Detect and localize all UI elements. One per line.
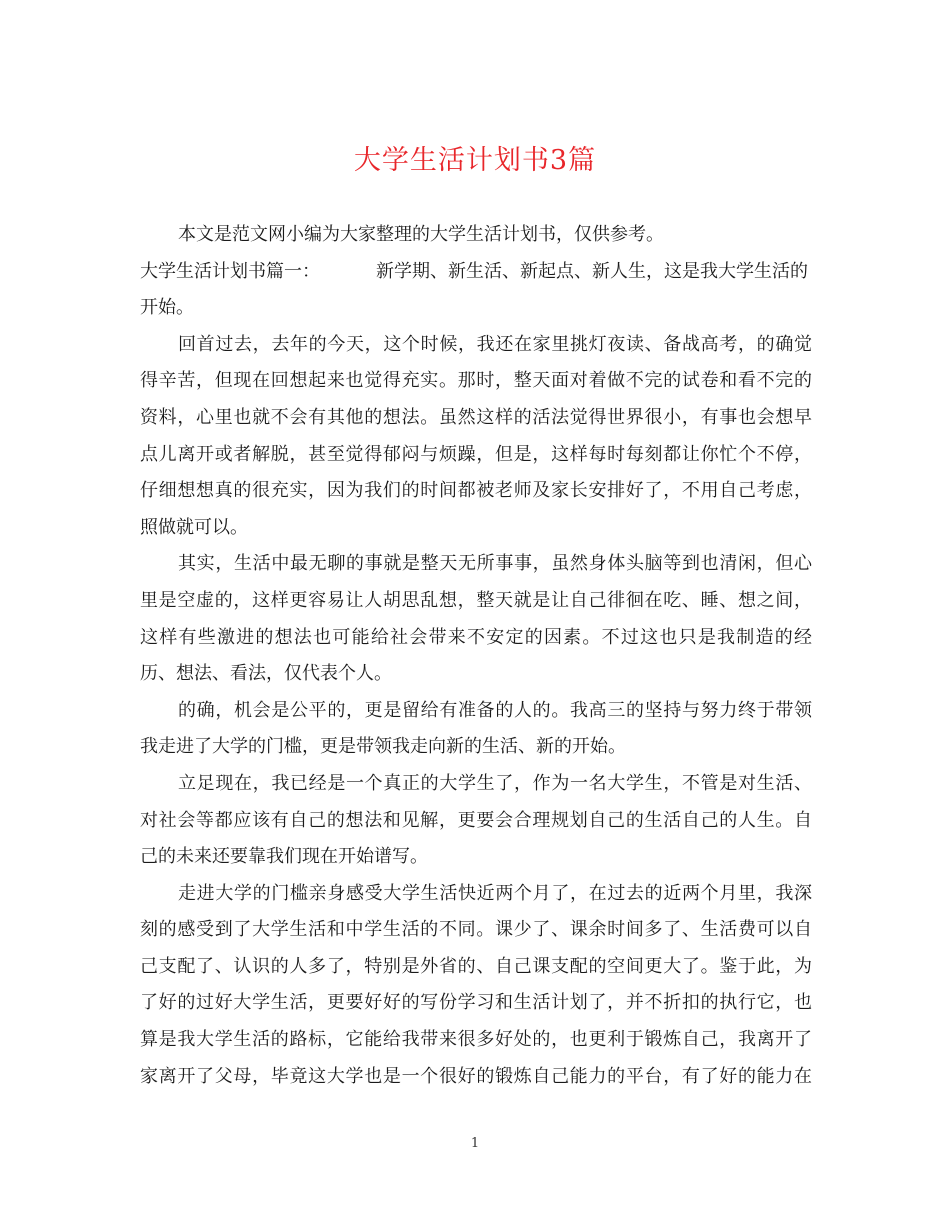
- paragraph-line: 回首过去，去年的今天，这个时候，我还在家里挑灯夜读、备战高考，的确觉: [178, 333, 812, 355]
- paragraph-line: 刻的感受到了大学生活和中学生活的不同。课少了、课余时间多了、生活费可以自: [140, 919, 812, 941]
- intro-line: 本文是范文网小编为大家整理的大学生活计划书，仅供参考。: [178, 224, 664, 245]
- paragraph-line: 己的未来还要靠我们现在开始谱写。: [140, 846, 428, 868]
- paragraph-line: 照做就可以。: [140, 516, 248, 538]
- section-first-line: 新学期、新生活、新起点、新人生，这是我大学生活的: [376, 260, 808, 282]
- paragraph-line: 资料，心里也就不会有其他的想法。虽然这样的活法觉得世界很小，有事也会想早: [140, 406, 812, 428]
- section-heading: 大学生活计划书篇一：: [140, 260, 320, 282]
- paragraph-line: 得辛苦，但现在回想起来也觉得充实。那时，整天面对着做不完的试卷和看不完的: [140, 370, 812, 392]
- paragraph-line: 里是空虚的，这样更容易让人胡思乱想，整天就是让自己徘徊在吃、睡、想之间，: [140, 589, 812, 611]
- section-heading-line: [140, 254, 812, 291]
- paragraph-line: 走进大学的门槛亲身感受大学生活快近两个月了，在过去的近两个月里，我深: [178, 882, 812, 904]
- paragraph-line: 仔细想想真的很充实，因为我们的时间都被老师及家长安排好了，不用自己考虑，: [140, 480, 812, 502]
- paragraph-line: 家离开了父母，毕竟这大学也是一个很好的锻炼自己能力的平台，有了好的能力在: [140, 1065, 812, 1087]
- paragraph-line: 历、想法、看法，仅代表个人。: [140, 663, 392, 685]
- paragraph-line: 对社会等都应该有自己的想法和见解，更要会合理规划自己的生活自己的人生。自: [140, 809, 812, 831]
- section-first-line-cont: 开始。: [140, 297, 194, 319]
- document-title: 大学生活计划书3篇: [353, 145, 597, 176]
- paragraph-line: 的确，机会是公平的，更是留给有准备的人的。我高三的坚持与努力终于带领: [178, 699, 812, 721]
- paragraph-line: 我走进了大学的门槛，更是带领我走向新的生活、新的开始。: [140, 736, 626, 758]
- paragraph-line: 这样有些激进的想法也可能给社会带来不安定的因素。不过这也只是我制造的经: [140, 626, 812, 648]
- paragraph-line: 其实，生活中最无聊的事就是整天无所事事，虽然身体头脑等到也清闲，但心: [178, 553, 812, 575]
- paragraph-line: 点儿离开或者解脱，甚至觉得郁闷与烦躁，但是，这样每时每刻都让你忙个不停，: [140, 443, 812, 465]
- page-number: 1: [470, 1136, 480, 1151]
- paragraph-line: 算是我大学生活的路标，它能给我带来很多好处的，也更利于锻炼自己，我离开了: [140, 1029, 812, 1051]
- paragraph-line: 己支配了、认识的人多了，特别是外省的、自己课支配的空间更大了。鉴于此，为: [140, 955, 812, 977]
- paragraph-line: 立足现在，我已经是一个真正的大学生了，作为一名大学生，不管是对生活、: [178, 772, 812, 794]
- paragraph-line: 了好的过好大学生活，更要好好的写份学习和生活计划了，并不折扣的执行它，也: [140, 992, 812, 1014]
- document-body: [140, 217, 812, 1095]
